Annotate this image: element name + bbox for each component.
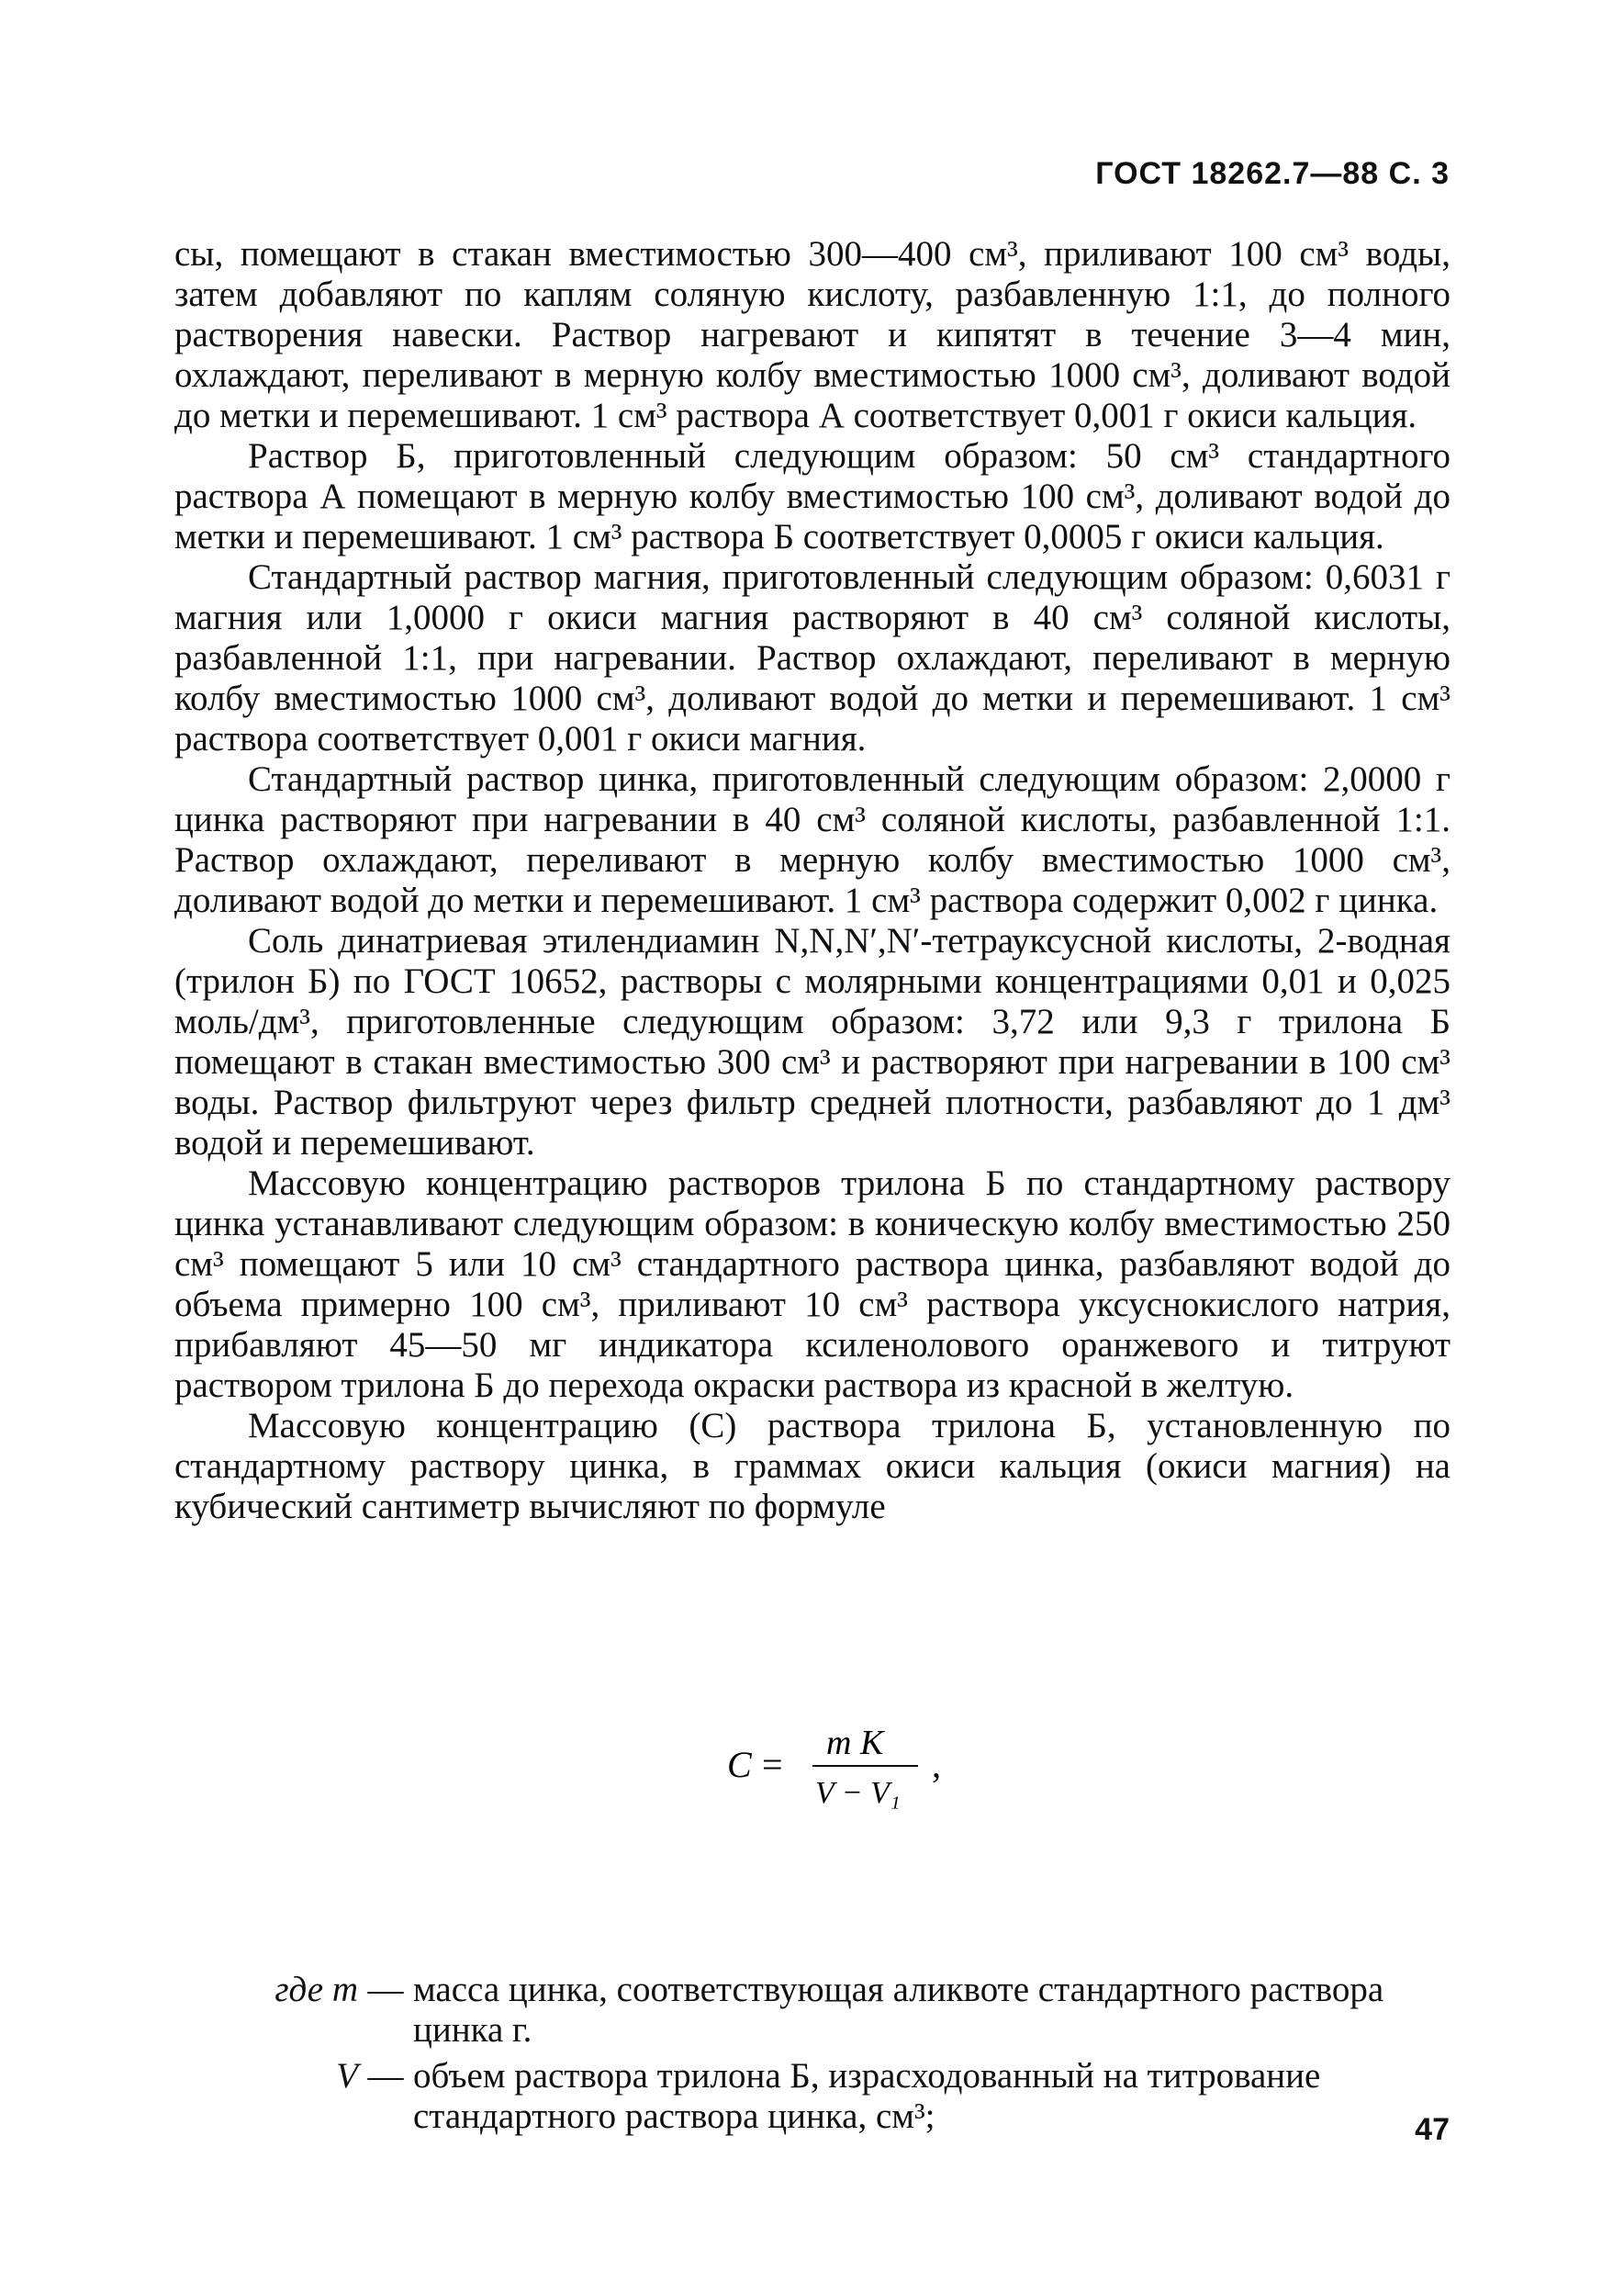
body-text [174,234,1450,1527]
formula-numerator: m K [826,1724,884,1762]
paragraph: Стандартный раствор цинка, приготовленный следующим образом: 2,0000 г цинка растворяют при нагревании в 40 см³ соляной кислоты, разбавленной 1:1. Раствор охлаждают, переливают в мерную колбу вместимостью 1000 см³, доливают водой до метки и перемешивают. 1 см³ раствора содержит 0,002 г цинка. [174,759,1450,920]
paragraph: сы, помещают в стакан вместимостью 300—400 см³, приливают 100 см³ воды, затем добавляют по каплям соляную кислоту, разбавленную 1:1, до полного растворения навески. Раствор нагревают и кипятят в течение 3—4 мин, охлаждают, переливают в мерную колбу вместимостью 1000 см³, доливают водой до метки и перемешивают. 1 см³ раствора А соответствует 0,001 г окиси кальция. [174,234,1450,435]
page-number: 47 [1415,2112,1450,2147]
running-header: ГОСТ 18262.7—88 С. 3 [1095,156,1450,191]
variable-definitions [184,1970,1450,2142]
definition-dash: — [367,1970,404,2009]
paragraph: Раствор Б, приготовленный следующим образом: 50 см³ стандартного раствора А помещают в мерную колбу вместимостью 100 см³, доливают водой до метки и перемешивают. 1 см³ раствора Б соответствует 0,0005 г окиси кальция. [174,436,1450,556]
definition-text: масса цинка, соответствующая аликвоте стандартного раствора цинка г. [413,1970,1384,2050]
paragraph: Массовую концентрацию растворов трилона Б по стандартному раствору цинка устанавливают следующим образом: в коническую колбу вместимостью 250 см³ помещают 5 или 10 см³ стандартного раствора цинка, разбавляют водой до объема примерно 100 см³, приливают 10 см³ раствора уксуснокислого натрия, прибавляют 45—50 мг индикатора ксиленолового оранжевого и титруют раствором трилона Б до перехода окраски раствора из красной в желтую. [174,1163,1450,1405]
definition-dash: — [367,2056,404,2096]
paragraph: Массовую концентрацию (С) раствора трилона Б, установленную по стандартному раствору цинка, в граммах окиси кальция (окиси магния) на кубический сантиметр вычисляют по формуле [174,1406,1450,1526]
definition-row [184,2056,1450,2137]
definition-text: объем раствора трилона Б, израсходованный на титрование стандартного раствора цинка, см³; [413,2056,1321,2136]
definition-symbol: V [336,2056,358,2096]
paragraph: Соль динатриевая этилендиамин N,N,N′,N′-тетрауксусной кислоты, 2-водная (трилон Б) по ГОСТ 10652, растворы с молярными концентрациями 0,01 и 0,025 моль/дм³, приготовленные следующим образом: 3,72 или 9,3 г трилона Б помещают в стакан вместимостью 300 см³ и растворяют при нагревании в 100 см³ воды. Раствор фильтруют через фильтр средней плотности, разбавляют до 1 дм³ водой и перемешивают. [174,921,1450,1163]
formula-tail: , [932,1744,941,1785]
formula-equals: = [762,1744,783,1785]
formula-denominator: V − V₁ [815,1776,901,1810]
paragraph: Стандартный раствор магния, приготовленный следующим образом: 0,6031 г магния или 1,0000 г окиси магния растворяют в 40 см³ соляной кислоты, разбавленной 1:1, при нагревании. Раствор охлаждают, переливают в мерную колбу вместимостью 1000 см³, доливают водой до метки и перемешивают. 1 см³ раствора соответствует 0,001 г окиси магния. [174,557,1450,759]
definition-row [184,1970,1450,2051]
concentration-formula [725,1703,964,1832]
formula-lhs: С [727,1744,752,1785]
definition-symbol: где m [274,1970,358,2009]
